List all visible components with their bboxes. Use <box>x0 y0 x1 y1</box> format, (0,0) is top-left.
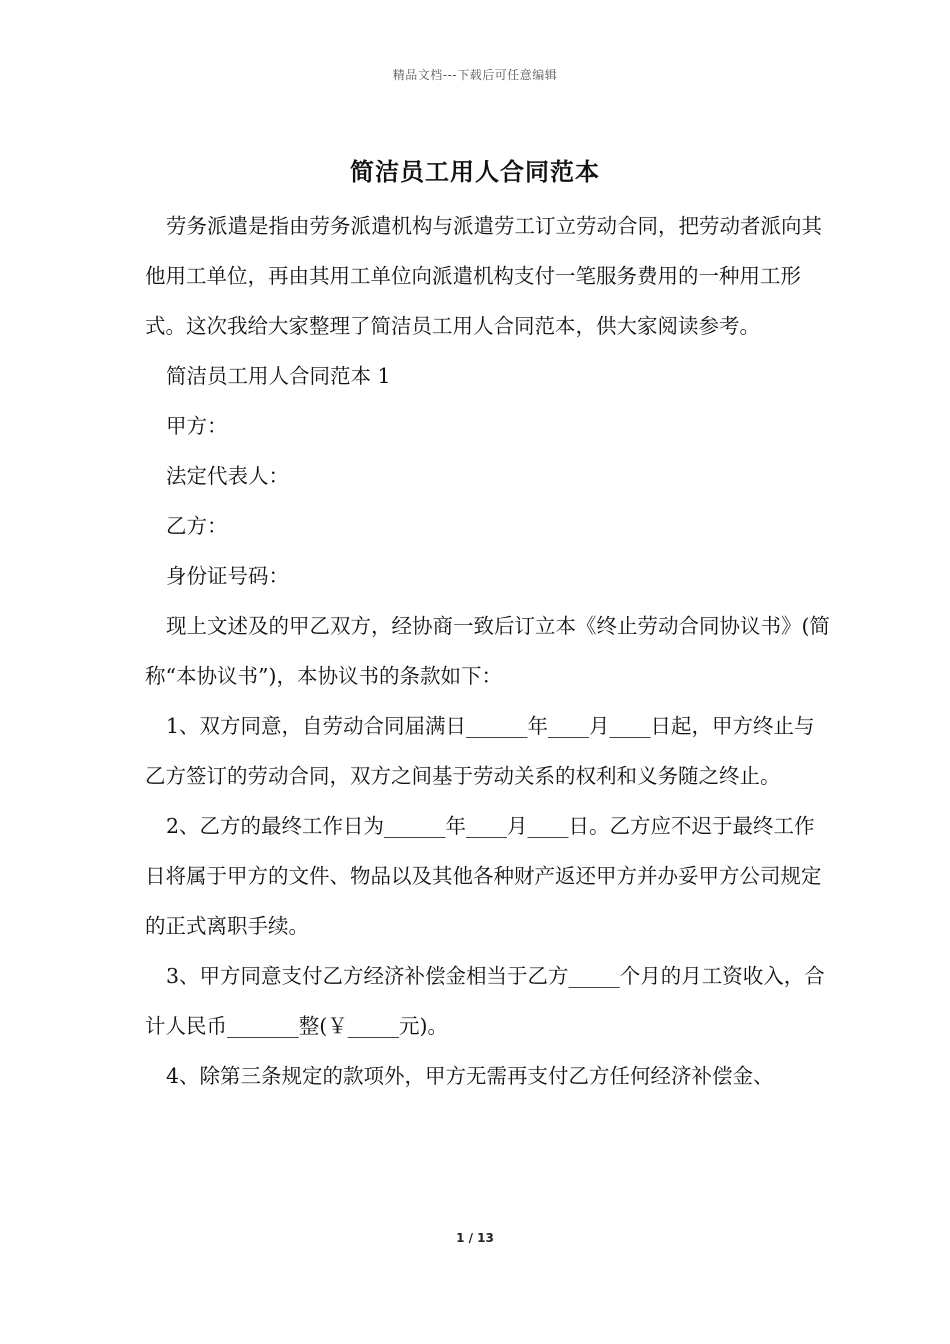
document-title: 简洁员工用人合同范本 <box>350 158 600 186</box>
paragraph-legal-rep: 法定代表人： <box>166 464 289 488</box>
paragraph-clause-3: 3、甲方同意支付乙方经济补偿金相当于乙方_____个月的月工资收入，合计人民币_______整(￥_____元)。 <box>145 964 825 1038</box>
page-indicator: 1 / 13 <box>456 1231 494 1245</box>
paragraph-party-b: 乙方： <box>166 514 228 538</box>
paragraph-intro: 劳务派遣是指由劳务派遣机构与派遣劳工订立劳动合同，把劳动者派向其他用工单位，再由其用工单位向派遣机构支付一笔服务费用的一种用工形式。这次我给大家整理了简洁员工用人合同范本，供大家阅读参考。 <box>145 214 822 338</box>
paragraph-clause-2: 2、乙方的最终工作日为______年____月____日。乙方应不迟于最终工作日将属于甲方的文件、物品以及其他各种财产返还甲方并办妥甲方公司规定的正式离职手续。 <box>145 814 822 938</box>
paragraph-clause-1: 1、双方同意，自劳动合同届满日______年____月____日起，甲方终止与乙方签订的劳动合同，双方之间基于劳动关系的权利和义务随之终止。 <box>145 714 815 788</box>
paragraph-section-heading: 简洁员工用人合同范本 1 <box>166 364 391 388</box>
paragraph-preamble: 现上文述及的甲乙双方，经协商一致后订立本《终止劳动合同协议书》(简称“本协议书”)，本协议书的条款如下： <box>145 614 830 688</box>
paragraph-clause-4: 4、除第三条规定的款项外，甲方无需再支付乙方任何经济补偿金、 <box>166 1064 774 1088</box>
document-body <box>145 201 835 1101</box>
page-header: 精品文档---下载后可任意编辑 <box>392 68 558 82</box>
paragraph-id-number: 身份证号码： <box>166 564 289 588</box>
paragraph-party-a: 甲方： <box>166 414 228 438</box>
